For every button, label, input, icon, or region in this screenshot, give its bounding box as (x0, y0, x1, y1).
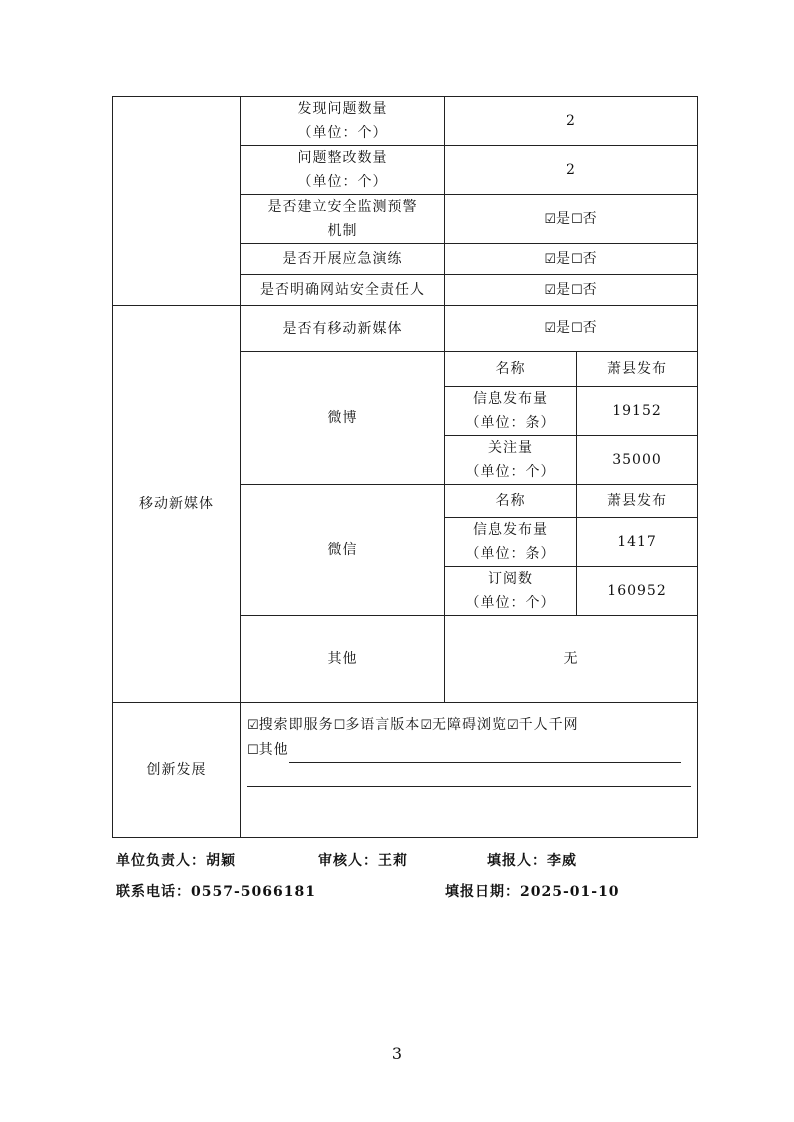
other-label: 其他 (241, 616, 445, 703)
option-multilingual: 多语言版本 (345, 717, 421, 733)
reviewer: 审核人：王莉 (318, 853, 408, 869)
checked-box-icon[interactable]: ☑ (544, 282, 556, 298)
unchecked-box-icon[interactable]: ☐ (571, 321, 583, 336)
innovation-section-label: 创新发展 (113, 703, 241, 838)
security-section-cell (113, 97, 241, 306)
issues-found-label: 发现问题数量 （单位：个） (241, 97, 445, 146)
checked-box-icon[interactable]: ☑ (544, 211, 556, 227)
unchecked-box-icon[interactable]: ☐ (247, 743, 259, 758)
unchecked-box-icon[interactable]: ☐ (571, 282, 583, 298)
media-section-label: 移动新媒体 (113, 306, 241, 703)
phone: 联系电话：0557-5066181 (116, 884, 316, 900)
drill-choice: ☑是☐否 (445, 244, 698, 275)
reporter: 填报人：李威 (487, 853, 577, 869)
unchecked-box-icon[interactable]: ☐ (571, 211, 583, 227)
responsible-label: 是否明确网站安全责任人 (241, 275, 445, 306)
weibo-follow-value: 35000 (577, 436, 698, 485)
wechat-posts-label: 信息发布量 （单位：条） (445, 518, 577, 567)
issues-found-value: 2 (445, 97, 698, 146)
unchecked-box-icon[interactable]: ☐ (333, 718, 346, 733)
wechat-name-label: 名称 (445, 485, 577, 518)
monitor-label: 是否建立安全监测预警 机制 (241, 195, 445, 244)
drill-label: 是否开展应急演练 (241, 244, 445, 275)
unchecked-box-icon[interactable]: ☐ (571, 251, 583, 267)
page-number: 3 (391, 1044, 403, 1063)
weibo-name-value: 萧县发布 (577, 352, 698, 387)
has-media-choice: ☑是☐否 (445, 306, 698, 352)
weibo-label: 微博 (241, 352, 445, 485)
issues-fixed-value: 2 (445, 146, 698, 195)
wechat-posts-value: 1417 (577, 518, 698, 567)
responsible-choice: ☑是☐否 (445, 275, 698, 306)
other-value: 无 (445, 616, 698, 703)
leader: 单位负责人：胡颖 (116, 853, 236, 869)
checked-box-icon[interactable]: ☑ (420, 718, 432, 733)
checked-box-icon[interactable]: ☑ (544, 321, 556, 336)
weibo-posts-value: 19152 (577, 387, 698, 436)
wechat-subs-label: 订阅数 （单位：个） (445, 567, 577, 616)
weibo-posts-label: 信息发布量 （单位：条） (445, 387, 577, 436)
issues-fixed-label: 问题整改数量 （单位：个） (241, 146, 445, 195)
report-date: 填报日期：2025-01-10 (445, 884, 620, 900)
report-table (112, 96, 698, 838)
option-search-service: 搜索即服务 (258, 717, 334, 733)
blank-fill-line[interactable] (247, 764, 691, 787)
wechat-name-value: 萧县发布 (577, 485, 698, 518)
checked-box-icon[interactable]: ☑ (544, 251, 556, 267)
option-accessibility: 无障碍浏览 (431, 717, 507, 733)
innovation-options (241, 703, 698, 838)
weibo-name-label: 名称 (445, 352, 577, 387)
monitor-choice: ☑是☐否 (445, 195, 698, 244)
has-media-label: 是否有移动新媒体 (241, 306, 445, 352)
option-other: 其他 (258, 742, 289, 758)
wechat-subs-value: 160952 (577, 567, 698, 616)
checked-box-icon[interactable]: ☑ (247, 718, 259, 733)
weibo-follow-label: 关注量 （单位：个） (445, 436, 577, 485)
wechat-label: 微信 (241, 485, 445, 616)
checked-box-icon[interactable]: ☑ (506, 718, 519, 733)
other-fill-line[interactable] (289, 745, 681, 763)
option-personalized: 千人千网 (518, 717, 579, 733)
